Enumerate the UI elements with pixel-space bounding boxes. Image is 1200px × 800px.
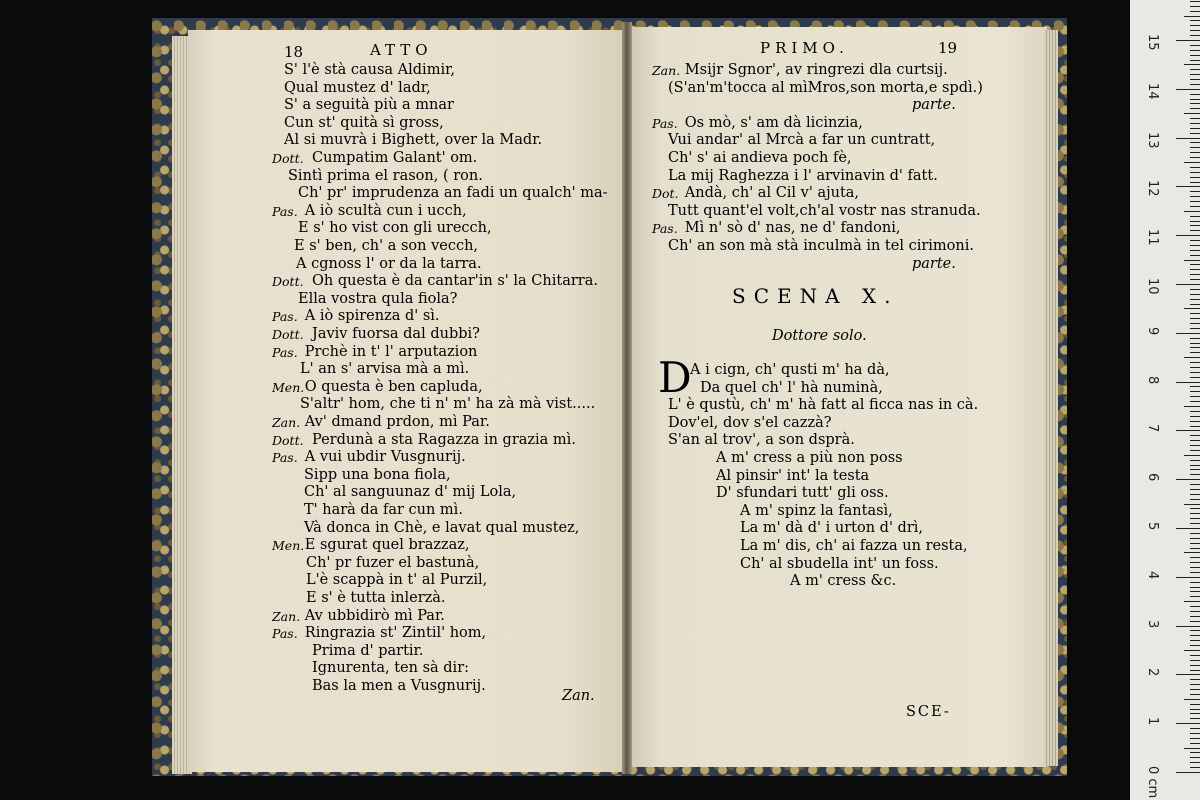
ruler-tick — [1176, 235, 1200, 236]
verse-line: L' è qustù, ch' m' hà fatt al ficca nas in cà. — [668, 397, 979, 414]
verse-line: S'altr' hom, che ti n' m' ha zà mà vist..... — [300, 396, 596, 413]
verse-line: E s' ho vist con gli urecch, — [298, 220, 492, 237]
verse-line: T' harà da far cun mì. — [304, 502, 463, 518]
ruler-tick — [1184, 699, 1200, 700]
ruler-tick — [1190, 548, 1200, 549]
ruler-tick — [1190, 713, 1200, 714]
ruler-tick — [1176, 89, 1200, 90]
ruler-tick — [1190, 557, 1200, 558]
ruler-tick — [1190, 474, 1200, 475]
drop-cap: D — [658, 353, 692, 402]
ruler-tick — [1190, 689, 1200, 690]
verse-line: E sgurat quel brazzaz, — [304, 537, 470, 554]
ruler-tick — [1190, 655, 1200, 656]
ruler-tick — [1190, 523, 1200, 524]
speaker-label: Zan. — [652, 63, 681, 78]
speaker-label: Pas. — [272, 626, 298, 642]
scene-subtitle: Dottore solo. — [772, 328, 867, 344]
ruler-tick — [1176, 284, 1200, 285]
ruler-tick — [1190, 299, 1200, 300]
scene-title: SCENA X. — [732, 284, 899, 308]
ruler-tick — [1184, 455, 1200, 456]
ruler-tick — [1190, 35, 1200, 36]
ruler-tick — [1190, 709, 1200, 710]
right-page-edges — [1044, 30, 1058, 766]
verse-line: Oh questa è da cantar'in s' la Chitarra. — [312, 273, 598, 290]
ruler-tick — [1190, 460, 1200, 461]
verse-line: A cgnoss l' or da la tarra. — [296, 255, 482, 272]
ruler-tick — [1190, 133, 1200, 134]
ruler-label: 11 — [1145, 229, 1160, 246]
ruler-tick — [1190, 274, 1200, 275]
ruler-tick — [1190, 421, 1200, 422]
ruler-tick — [1190, 518, 1200, 519]
verse-line: Al si muvrà i Bighett, over la Madr. — [284, 132, 543, 149]
ruler-tick — [1176, 333, 1200, 334]
ruler-tick — [1190, 94, 1200, 95]
verse-line: A m' cress a più non poss — [716, 450, 903, 466]
ruler-tick — [1190, 367, 1200, 368]
ruler-tick — [1190, 630, 1200, 631]
right-page-number: 19 — [938, 39, 958, 57]
ruler-tick — [1190, 118, 1200, 119]
verse-line: Ignurenta, ten sà dir: — [312, 660, 470, 677]
ruler-tick — [1190, 289, 1200, 290]
speaker-label: Zan. — [272, 415, 301, 430]
ruler-tick — [1190, 767, 1200, 768]
ruler-tick — [1184, 260, 1200, 261]
speaker-label: Pas. — [272, 203, 298, 219]
verse-line: A iò scultà cun i ucch, — [304, 202, 467, 219]
ruler-tick — [1176, 186, 1200, 187]
dialogue-line: Ch' s' ai andieva poch fè, — [668, 150, 852, 166]
ruler-tick — [1190, 391, 1200, 392]
dialogue-line: (S'an'm'tocca al mìMros,son morta,e spdì.) — [668, 79, 983, 96]
ruler-tick — [1190, 167, 1200, 168]
ruler-tick — [1190, 611, 1200, 612]
dialogue-line: Ch' an son mà stà inculmà in tel cirimoni. — [668, 238, 974, 254]
dialogue-line: Msijr Sgnor', av ringrezi dla curtsij. — [684, 62, 948, 78]
verse-line: A m' cress &c. — [790, 573, 897, 590]
dialogue-line: Andà, ch' al Cil v' ajuta, — [684, 185, 860, 202]
ruler-tick — [1190, 596, 1200, 597]
ruler-tick — [1190, 704, 1200, 705]
verse-line: Cumpatim Galant' om. — [312, 150, 478, 166]
dialogue-line: Vui andar' al Mrcà a far un cuntratt, — [668, 132, 936, 149]
speaker-label: Men. — [272, 379, 305, 395]
verse-line: Ch' pr fuzer el bastunà, — [306, 554, 480, 571]
verse-line: Qual mustez d' ladr, — [284, 79, 431, 96]
ruler-tick — [1190, 645, 1200, 646]
ruler-tick — [1190, 74, 1200, 75]
verse-line: L' an s' arvisa mà a mì. — [300, 361, 470, 378]
ruler-tick — [1190, 728, 1200, 729]
ruler-tick — [1190, 591, 1200, 592]
ruler-tick — [1190, 465, 1200, 466]
ruler-tick — [1190, 494, 1200, 495]
ruler-tick — [1190, 142, 1200, 143]
ruler-tick — [1190, 191, 1200, 192]
ruler-tick — [1190, 225, 1200, 226]
left-page-number: 18 — [284, 43, 304, 61]
ruler-tick — [1184, 650, 1200, 651]
verse-line: La m' dis, ch' ai fazza un resta, — [740, 538, 968, 554]
measurement-ruler — [1130, 0, 1200, 800]
ruler-tick — [1190, 743, 1200, 744]
left-catchword: Zan. — [562, 688, 595, 704]
verse-line: S' l'è stà causa Aldimir, — [284, 62, 456, 78]
ruler-tick — [1190, 304, 1200, 305]
ruler-tick — [1190, 499, 1200, 500]
ruler-tick — [1190, 108, 1200, 109]
verse-line: Ch' al sanguunaz d' mij Lola, — [304, 484, 517, 501]
ruler-tick — [1190, 377, 1200, 378]
ruler-tick — [1190, 328, 1200, 329]
ruler-tick — [1190, 25, 1200, 26]
ruler-tick — [1190, 469, 1200, 470]
verse-line: Sipp una bona fiola, — [304, 466, 451, 483]
ruler-tick — [1190, 157, 1200, 158]
verse-line: A vui ubdir Vusgnurij. — [304, 449, 466, 466]
ruler-tick — [1184, 504, 1200, 505]
ruler-tick — [1184, 64, 1200, 65]
verse-line: Ch' al sbudella int' un foss. — [740, 555, 939, 572]
ruler-label: 9 — [1145, 326, 1160, 336]
ruler-tick — [1190, 240, 1200, 241]
ruler-tick — [1190, 84, 1200, 85]
ruler-tick — [1190, 411, 1200, 412]
ruler-tick — [1176, 40, 1200, 41]
ruler-tick — [1176, 723, 1200, 724]
ruler-label: 10 — [1145, 278, 1160, 295]
verse-line: Av ubbidirò mì Par. — [304, 607, 445, 624]
speaker-label: Dott. — [272, 151, 304, 166]
ruler-label: 3 — [1145, 619, 1160, 628]
ruler-tick — [1190, 69, 1200, 70]
right-catchword: SCE- — [906, 704, 951, 720]
ruler-tick — [1190, 635, 1200, 636]
ruler-tick — [1190, 103, 1200, 104]
ruler-tick — [1190, 11, 1200, 12]
dialogue-line: Mì n' sò d' nas, ne d' fandoni, — [684, 220, 901, 237]
ruler-tick — [1190, 269, 1200, 270]
ruler-tick — [1190, 206, 1200, 207]
ruler-tick — [1176, 382, 1200, 383]
ruler-label: 12 — [1145, 180, 1160, 197]
ruler-tick — [1190, 147, 1200, 148]
verse-line: Prchè in t' l' arputazion — [304, 343, 478, 360]
ruler-tick — [1190, 352, 1200, 353]
speaker-label: Dot. — [652, 186, 679, 202]
ruler-tick — [1190, 250, 1200, 251]
ruler-tick — [1190, 435, 1200, 436]
ruler-tick — [1190, 323, 1200, 324]
verse-line: L'è scappà in t' al Purzil, — [306, 572, 488, 589]
ruler-tick — [1190, 216, 1200, 217]
speaker-label: Dott. — [272, 327, 304, 342]
ruler-tick — [1190, 372, 1200, 373]
dialogue-line: Os mò, s' am dà licinzia, — [684, 114, 863, 131]
ruler-tick — [1190, 30, 1200, 31]
ruler-tick — [1176, 138, 1200, 139]
ruler-tick — [1190, 640, 1200, 641]
ruler-tick — [1190, 484, 1200, 485]
ruler-tick — [1190, 562, 1200, 563]
ruler-tick — [1190, 45, 1200, 46]
ruler-label: 1 — [1145, 717, 1160, 726]
left-running-head: ATTO — [370, 41, 433, 59]
ruler-tick — [1176, 479, 1200, 480]
ruler-tick — [1190, 752, 1200, 753]
verse-line: O questa è ben capluda, — [304, 378, 483, 395]
ruler-tick — [1190, 513, 1200, 514]
verse-line: Ringrazia st' Zintil' hom, — [304, 625, 487, 642]
ruler-tick — [1184, 113, 1200, 114]
ruler-tick — [1184, 16, 1200, 17]
verse-line: Av' dmand prdon, mì Par. — [304, 414, 490, 430]
ruler-tick — [1190, 572, 1200, 573]
verse-line: E s' è tutta inlerzà. — [306, 590, 446, 606]
dialogue-line: La mij Raghezza i l' arvinavin d' fatt. — [668, 167, 938, 184]
ruler-tick — [1190, 665, 1200, 666]
ruler-tick — [1184, 308, 1200, 309]
ruler-tick — [1190, 733, 1200, 734]
ruler-tick — [1190, 60, 1200, 61]
speaker-label: Pas. — [652, 221, 678, 237]
ruler-tick — [1184, 552, 1200, 553]
verse-line: S' a seguità più a mnar — [284, 97, 454, 114]
verse-line: Prima d' partir. — [312, 642, 424, 659]
ruler-label: 7 — [1145, 424, 1160, 433]
ruler-tick — [1190, 55, 1200, 56]
stage-direction: parte. — [912, 97, 956, 114]
ruler-tick — [1190, 294, 1200, 295]
ruler-tick — [1190, 587, 1200, 588]
speaker-label: Pas. — [272, 344, 298, 360]
ruler-tick — [1190, 670, 1200, 671]
ruler-tick — [1184, 162, 1200, 163]
speaker-label: Pas. — [652, 115, 678, 131]
ruler-tick — [1176, 674, 1200, 675]
verse-line: Al pinsir' int' la testa — [716, 467, 870, 484]
speaker-label: Pas. — [272, 450, 298, 466]
ruler-tick — [1190, 416, 1200, 417]
verse-line: Ch' pr' imprudenza an fadi un qualch' ma- — [298, 185, 608, 202]
ruler-tick — [1190, 279, 1200, 280]
ruler-tick — [1176, 626, 1200, 627]
ruler-tick — [1190, 123, 1200, 124]
ruler-tick — [1190, 152, 1200, 153]
ruler-tick — [1176, 772, 1200, 773]
verse-line: Ella vostra qula fiola? — [298, 290, 458, 307]
ruler-tick — [1190, 221, 1200, 222]
ruler-label: 2 — [1145, 668, 1160, 677]
verse-line: E s' ben, ch' a son vecch, — [294, 238, 479, 254]
verse-line: D' sfundari tutt' gli oss. — [716, 485, 889, 502]
ruler-tick — [1190, 245, 1200, 246]
verse-line: A i cign, ch' qusti m' ha dà, — [690, 362, 890, 378]
verse-line: La m' dà d' i urton d' drì, — [740, 520, 923, 537]
ruler-tick — [1176, 528, 1200, 529]
ruler-tick — [1184, 748, 1200, 749]
verse-line: Perdunà a sta Ragazza in grazia mì. — [312, 431, 576, 448]
ruler-tick — [1190, 50, 1200, 51]
ruler-tick — [1190, 757, 1200, 758]
ruler-tick — [1190, 313, 1200, 314]
ruler-tick — [1190, 679, 1200, 680]
ruler-tick — [1190, 177, 1200, 178]
ruler-tick — [1184, 601, 1200, 602]
ruler-tick — [1190, 621, 1200, 622]
ruler-tick — [1190, 606, 1200, 607]
speaker-label: Dott. — [272, 432, 304, 448]
ruler-tick — [1190, 6, 1200, 7]
ruler-tick — [1190, 445, 1200, 446]
verse-line: Javiv fuorsa dal dubbi? — [312, 326, 480, 342]
verse-line: Cun st' quità sì gross, — [284, 114, 444, 131]
stage-direction: parte. — [912, 255, 956, 272]
ruler-tick — [1190, 533, 1200, 534]
ruler-label: 14 — [1145, 82, 1160, 100]
ruler-tick — [1190, 264, 1200, 265]
verse-line: A iò spirenza d' sì. — [304, 308, 440, 325]
ruler-tick — [1190, 99, 1200, 100]
ruler-tick — [1190, 694, 1200, 695]
ruler-tick — [1190, 660, 1200, 661]
ruler-tick — [1190, 582, 1200, 583]
verse-line: Dov'el, dov s'el cazzà? — [668, 414, 832, 431]
verse-line: Và donca in Chè, e lavat qual mustez, — [304, 519, 580, 536]
verse-line: S'an al trov', a son dsprà. — [668, 432, 855, 449]
ruler-tick — [1190, 450, 1200, 451]
ruler-tick — [1190, 20, 1200, 21]
ruler-tick — [1190, 172, 1200, 173]
ruler-tick — [1190, 440, 1200, 441]
verse-line: Da quel ch' l' hà numinà, — [700, 379, 883, 396]
ruler-label: 4 — [1145, 570, 1160, 580]
verse-line: Sintì prima el rason, ( ron. — [288, 167, 483, 184]
ruler-label: 8 — [1145, 375, 1160, 384]
ruler-tick — [1190, 401, 1200, 402]
speaker-label: Dott. — [272, 274, 304, 290]
verse-line: A m' spinz la fantasì, — [740, 502, 893, 519]
ruler-label: 6 — [1145, 473, 1160, 482]
ruler-tick — [1190, 426, 1200, 427]
speaker-label: Men. — [272, 538, 305, 554]
ruler-label: 5 — [1145, 522, 1160, 531]
ruler-tick — [1176, 577, 1200, 578]
ruler-label: 15 — [1145, 34, 1160, 51]
ruler-tick — [1190, 343, 1200, 344]
dialogue-line: Tutt quant'el volt,ch'al vostr nas stranuda. — [668, 202, 981, 219]
ruler-tick — [1190, 79, 1200, 80]
ruler-tick — [1190, 543, 1200, 544]
ruler-tick — [1190, 255, 1200, 256]
speaker-label: Zan. — [272, 608, 301, 624]
ruler-tick — [1190, 201, 1200, 202]
ruler-tick — [1190, 684, 1200, 685]
ruler-tick — [1176, 430, 1200, 431]
ruler-tick — [1190, 567, 1200, 568]
ruler-tick — [1190, 718, 1200, 719]
ruler-tick — [1190, 489, 1200, 490]
speaker-label: Pas. — [272, 309, 298, 325]
book-gutter — [622, 22, 632, 774]
ruler-tick — [1190, 538, 1200, 539]
right-running-head: PRIMO. — [760, 39, 849, 57]
ruler-tick — [1190, 386, 1200, 387]
ruler-tick — [1190, 362, 1200, 363]
ruler-tick — [1190, 616, 1200, 617]
ruler-tick — [1190, 338, 1200, 339]
ruler-tick — [1190, 738, 1200, 739]
ruler-label: 13 — [1145, 131, 1160, 149]
ruler-tick — [1190, 762, 1200, 763]
ruler-tick — [1190, 318, 1200, 319]
ruler-tick — [1190, 396, 1200, 397]
ruler-tick — [1190, 1, 1200, 2]
ruler-tick — [1190, 182, 1200, 183]
ruler-tick — [1190, 128, 1200, 129]
ruler-tick — [1190, 508, 1200, 509]
ruler-label: 0 cm — [1145, 766, 1160, 799]
ruler-tick — [1190, 230, 1200, 231]
ruler-tick — [1190, 196, 1200, 197]
ruler-tick — [1190, 347, 1200, 348]
ruler-tick — [1184, 406, 1200, 407]
ruler-tick — [1184, 211, 1200, 212]
verse-line: Bas la men a Vusgnurij. — [312, 678, 486, 694]
ruler-tick — [1184, 357, 1200, 358]
